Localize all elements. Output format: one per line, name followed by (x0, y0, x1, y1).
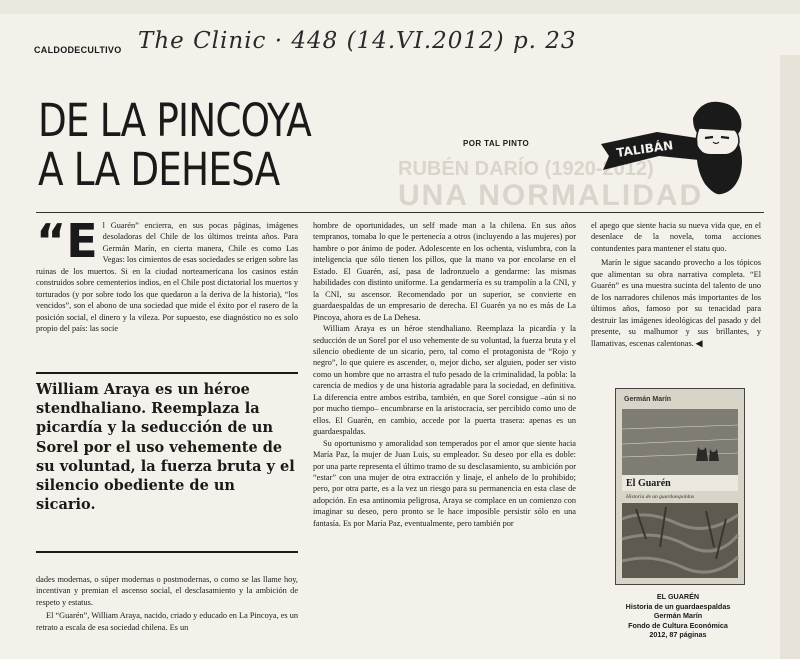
paragraph: hombre de oportunidades, un self made man a la chilena. En sus años tempranos, tomaba lo que le pertenecía a otros (incluyendo a las mujeres) por hambre o por ánimo de poder. Adolescente en los ochenta, vislumbra, con la inteligencia que sólo tienen los pillos, que la mano va por encolarse en el Estado. El Guarén, así, pasa de ladronzuelo a gendarme: las mismas habilidades con distinto uniforme. La gendarmería es su trampolín a la CNI, y la CNI, su ascensor. Recomendado por un superior, se convierte en guardaespaldas de un empresario de derecha. El Guarén ya no es más de La Pincoya, ahora es de La Dehesa. (313, 221, 576, 322)
column-2 (313, 220, 576, 652)
article-title (38, 96, 311, 194)
caption-line: Fondo de Cultura Económica (628, 620, 728, 630)
paragraph: William Araya es un héroe stendhaliano. Reemplaza la picardía y la seducción de un Sorel por el uso vehemente de su voluntad, la fuerza bruta y el silencio obediente de un sicario, pero, tal como el protagonista de “Rojo y negro”, lo que quiere es ascender, o, mejor dicho, ser alguien, poder ser visto como un hombre que no arrastra el tufo pesado de la criminalidad, la pobla: la carencia de medios y de una historia agradable para la sociedad, en definitiva. La diferencia entre ambos estriba, también, en que Sorel consigue –aún si no por mucho tiempo– encumbrarse en la aristocracia, ser percibido como uno de ellos. El Guarén, en cambio, accede por la puerta trasera: apenas es un guardaespaldas. (313, 324, 576, 437)
pullquote-rule-top (36, 372, 298, 374)
paragraph: el apego que siente hacia su nueva vida que, en el desenlace de la novela, toma acciones contundentes para mantener el statu quo. (591, 221, 761, 253)
bleed-through-line: UNA NORMALIDAD (398, 179, 704, 212)
paragraph: l Guarén” encierra, en sus pocas páginas, imágenes desoladoras del Chile de los últimos treinta años. Para Germán Marín, en cierta manera, Chile es como Las Vegas: los cimientos de esas sociedades se erigen sobre las ruinas de los muertos. Si en la ciudad norteamericana los casinos están construidos sobre cementerios indios, en el Chile post dictatorial los muertos y torturados (y por sobre todo los que quedaron a la deriva de la historia), “los vencidos”, son el abono de una sociedad que mide el éxito por el rasero de la posición social, el dinero y la vileza. Por supuesto, ese diagnóstico no es solo propio del país: las socie (36, 221, 298, 334)
section-label: CALDODECULTIVO (34, 45, 122, 55)
cover-author: Germán Marín (624, 396, 672, 403)
taliban-logo (597, 98, 749, 198)
paragraph-text: Marín le sigue sacando provecho a los tópicos que alimentan su obra narrativa completa. “El Guarén” es una muestra sucinta del talento de uno de los narradores chilenos más importantes de los últimos años, famoso por su tenacidad para destruir las imágenes ideológicas del pasado y del presente, su malhumor y sus brillantes, y llamativas, escenas calentonas. (591, 258, 761, 348)
paragraph: dades modernas, o súper modernas o postmodernas, o como se las llame hoy, incentivan y premian el ascenso social, el desclasamiento y la ambición de respeto y estatus. (36, 575, 298, 607)
adjacent-page-strip (780, 55, 800, 659)
paragraph: Su oportunismo y amoralidad son temperados por el amor que siente hacia María Paz, la mujer de Juan Luis, su empleador. Su deseo por ella es doble: por una parte representa el último tramo de su desclasamiento, su ambición por “estar” con una mujer de otra extracción y linaje, el anhelo de lo prohibido; pero, por otra parte, es a la vez un riesgo para su permanencia en esta clase de adopción. En esa antinomia peligrosa, Araya se complace en un comienzo con imaginar su deseo, pero pronto se le hace imposible persistir sólo en una fantasía. Es por María Paz, eventualmente, pero también por (313, 438, 576, 528)
book-cover-image (615, 388, 745, 585)
cover-subtitle: Historia de un guardaespaldas (626, 494, 695, 500)
column-3 (591, 220, 761, 380)
end-mark: ◀ (695, 338, 703, 348)
caption-line: Historia de un guardaespaldas (625, 601, 731, 611)
paragraph: El “Guarén”, William Araya, nacido, criado y educado en La Pincoya, es un retrato a escala de esa sociedad chilena. Es un (36, 611, 298, 632)
drop-cap: “E (36, 222, 98, 260)
book-cover-art (616, 389, 744, 584)
handwritten-note: The Clinic · 448 (14.VI.2012) p. 23 (138, 28, 577, 54)
column-1-continued (36, 574, 298, 650)
drop-cap-letter: E (66, 220, 98, 268)
column-1-intro (36, 220, 298, 360)
cover-title: El Guarén (626, 478, 671, 489)
page-edge (0, 0, 800, 14)
caption-line: Germán Marín (653, 611, 703, 621)
book-caption (597, 592, 759, 640)
logo-label: TALIBÁN (615, 138, 675, 160)
title-line: A LA DEHESA (38, 143, 280, 196)
byline: POR TAL PINTO (463, 139, 530, 148)
bleed-through-line: RUBÉN DARÍO (1920-2012) (398, 158, 654, 180)
paragraph (591, 257, 761, 349)
caption-line: 2012, 87 páginas (649, 630, 707, 640)
caption-line: EL GUARÉN (656, 592, 700, 601)
title-line: DE LA PINCOYA (38, 94, 311, 147)
bearded-face-icon (693, 102, 742, 194)
column-rule-top (36, 212, 764, 213)
pull-quote: William Araya es un héroe stendhaliano. Reemplaza la picardía y la seducción de un Sorel por el uso vehemente de su voluntad, la fuerza bruta y el silencio obediente de un sicario. (36, 381, 295, 514)
pullquote-rule-bottom (36, 551, 298, 553)
